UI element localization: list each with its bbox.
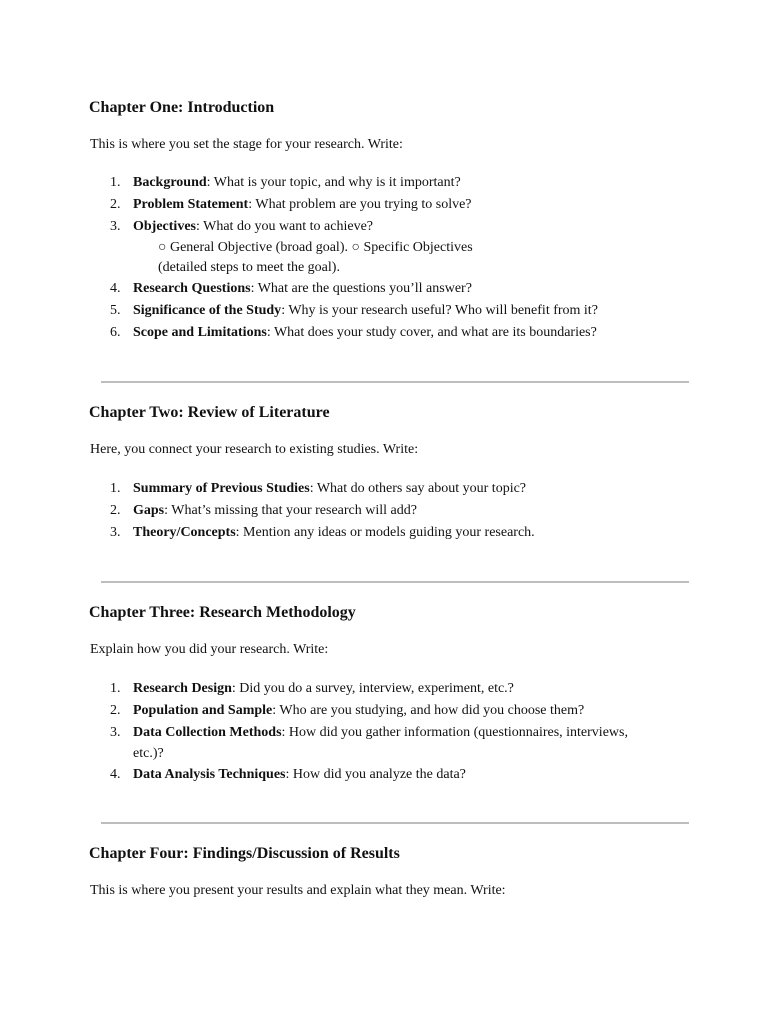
chapter-one-intro: This is where you set the stage for your research. Write: [90,137,403,152]
list-item: 3. Data Collection Methods: How did you gather information (questionnaires, interviews, etc.)? [89,722,679,764]
item-text: : Did you do a survey, interview, experiment, etc.? [231,681,514,696]
item-text: : What are the questions you’ll answer? [250,281,472,296]
list-item: 5. Significance of the Study: Why is your research useful? Who will benefit from it? [110,303,598,318]
section-divider [101,381,689,383]
item-text: : What do you want to achieve? [195,219,374,234]
list-item: 1. Research Design: Did you do a survey, interview, experiment, etc.? [110,681,514,696]
item-text: : How did you analyze the data? [285,767,466,782]
list-item: 6. Scope and Limitations: What does your study cover, and what are its boundaries? [110,325,597,340]
chapter-three-title: Chapter Three: Research Methodology [89,604,356,621]
item-term: Data Collection Methods [133,725,282,740]
chapter-two-title: Chapter Two: Review of Literature [89,404,330,421]
section-divider [101,581,689,583]
chapter-one-list [89,172,679,344]
item-text: : What does your study cover, and what are its boundaries? [266,325,597,340]
chapter-three-intro: Explain how you did your research. Write: [90,642,329,657]
item-term: Scope and Limitations [133,325,267,340]
item-term: Theory/Concepts [133,525,236,540]
item-text: : What do others say about your topic? [309,481,527,496]
chapter-two-list [89,478,679,544]
chapter-four-intro: This is where you present your results and explain what they mean. Write: [90,883,506,898]
item-term: Population and Sample [133,703,273,718]
item-term: Data Analysis Techniques [133,767,286,782]
section-divider [101,822,689,824]
item-text: : How did you gather information (questionnaires, interviews, [281,725,628,740]
list-item: 1. Summary of Previous Studies: What do others say about your topic? [110,481,527,496]
item-text: : What problem are you trying to solve? [248,197,472,212]
item-term: Research Questions [133,281,251,296]
objectives-sub-list: ○ General Objective (broad goal). ○ Specific Objectives [158,240,473,255]
chapter-three-section [89,603,689,782]
list-item: 3. Theory/Concepts: Mention any ideas or models guiding your research. [110,525,535,540]
item-term: Problem Statement [133,197,249,212]
list-item: 4. Data Analysis Techniques: How did you analyze the data? [110,767,466,782]
chapter-one-section [89,98,689,340]
item-term: Summary of Previous Studies [133,481,310,496]
chapter-four-section [89,844,689,898]
objectives-sub-list-continued: (detailed steps to meet the goal). [158,260,340,275]
item-text: : What’s missing that your research will add? [164,503,417,518]
chapter-two-intro: Here, you connect your research to existing studies. Write: [90,442,419,457]
item-term: Gaps [133,503,165,518]
item-text: : Why is your research useful? Who will benefit from it? [281,303,598,318]
item-term: Significance of the Study [133,303,282,318]
item-text: : Mention any ideas or models guiding your research. [235,525,535,540]
chapter-four-title: Chapter Four: Findings/Discussion of Results [89,845,400,862]
list-item: 2. Population and Sample: Who are you studying, and how did you choose them? [110,703,585,718]
chapter-two-section [89,403,689,540]
list-item: 2. Gaps: What’s missing that your research will add? [110,503,417,518]
item-term: Background [133,175,207,190]
list-item: 3. Objectives: What do you want to achieve? ○ General Objective (broad goal). ○ Specific Objectives (detailed steps to meet the goal). [89,216,679,278]
list-item: 2. Problem Statement: What problem are you trying to solve? [110,197,472,212]
item-term: Objectives [133,219,196,234]
item-term: Research Design [133,681,232,696]
chapter-one-title: Chapter One: Introduction [89,99,275,116]
item-text: : Who are you studying, and how did you choose them? [272,703,585,718]
item-text-continued: etc.)? [133,746,164,761]
list-item: 1. Background: What is your topic, and why is it important? [110,175,461,190]
chapter-three-list [89,678,679,786]
list-item: 4. Research Questions: What are the questions you’ll answer? [110,281,472,296]
item-text: : What is your topic, and why is it important? [206,175,461,190]
